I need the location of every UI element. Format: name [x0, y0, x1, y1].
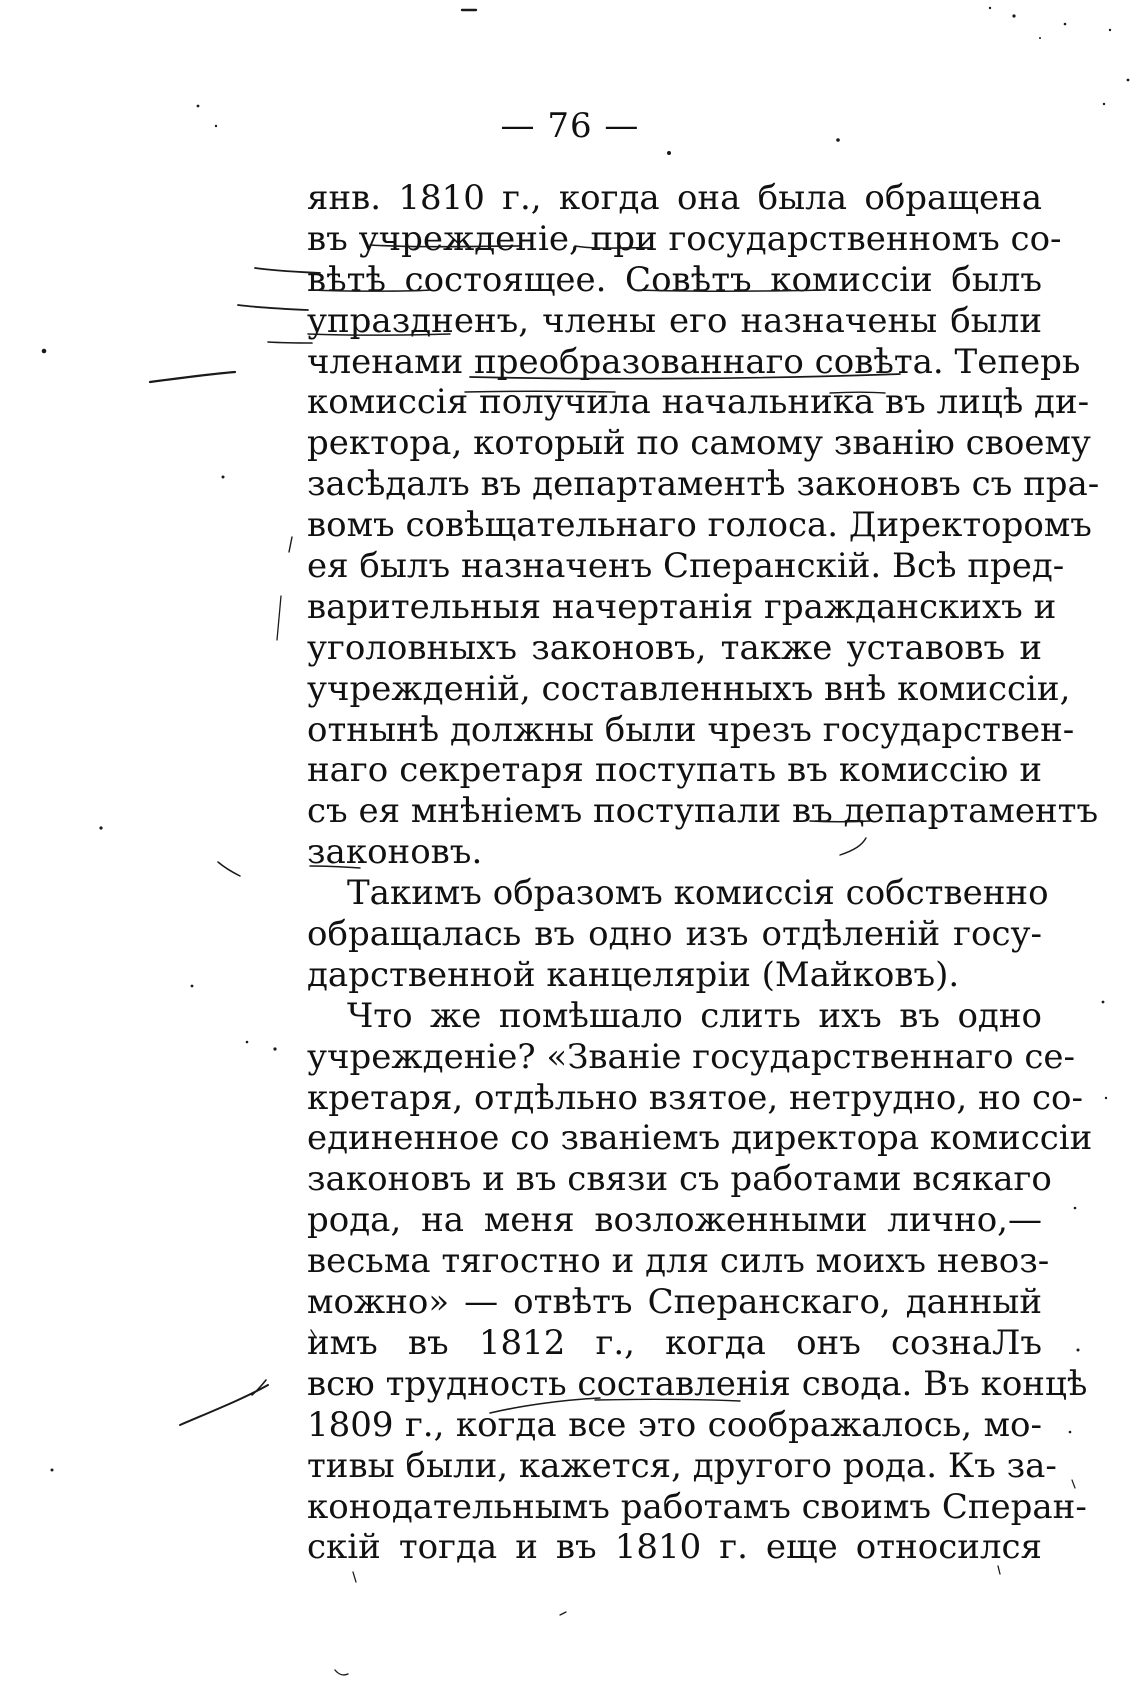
text-line: въ учрежденіе, при государственномъ со-	[307, 218, 1062, 259]
margin-stroke	[268, 342, 312, 343]
ink-speck	[1012, 14, 1015, 17]
text-line: членами преобразованнаго совѣта. Теперь	[307, 341, 1081, 382]
ink-speck	[273, 1047, 276, 1050]
text-line: наго секретаря поступать въ комиссію и	[307, 750, 1042, 791]
text-line: тивы были, кажется, другого рода. Къ за-	[307, 1445, 1057, 1486]
ink-speck	[1105, 1097, 1107, 1099]
text-line: имъ въ 1812 г., когда онъ сознаЛъ	[307, 1322, 1042, 1363]
body-text	[307, 178, 1100, 1568]
ink-speck	[1127, 79, 1130, 82]
ink-speck	[222, 476, 225, 479]
text-line: упраздненъ, члены его назначены были	[307, 300, 1042, 341]
text-line: вомъ совѣщательнаго голоса. Директоромъ	[307, 505, 1092, 546]
text-line: 1809 г., когда все это соображалось, мо-	[307, 1404, 1042, 1445]
text-line: Что же помѣшало слить ихъ въ одно	[347, 995, 1042, 1036]
text-line: учрежденій, составленныхъ внѣ комиссіи,	[307, 668, 1071, 709]
text-line: янв. 1810 г., когда она была обращена	[307, 178, 1042, 218]
ink-speck	[99, 826, 102, 829]
text-line: законовъ.	[307, 832, 483, 873]
text-line: комиссія получила начальника въ лицѣ ди-	[307, 382, 1090, 423]
margin-stroke	[335, 1670, 348, 1675]
ink-speck	[1074, 1207, 1077, 1210]
margin-stroke	[218, 862, 240, 876]
text-line: конодательнымъ работамъ своимъ Сперан-	[307, 1486, 1087, 1527]
text-line: варительныя начертанія гражданскихъ и	[307, 586, 1057, 627]
text-line: кретаря, отдѣльно взятое, нетрудно, но со-	[307, 1077, 1083, 1118]
margin-stroke	[150, 372, 235, 382]
text-line: единенное со званіемъ директора комиссіи	[307, 1118, 1093, 1159]
text-line: ея былъ назначенъ Сперанскій. Всѣ пред-	[307, 546, 1065, 587]
ink-speck	[989, 7, 991, 9]
ink-speck	[667, 151, 671, 155]
text-line: ректора, который по самому званію своему	[307, 423, 1091, 464]
ink-speck	[191, 985, 194, 988]
text-line: учрежденіе? «Званіе государственнаго се-	[307, 1036, 1076, 1077]
text-line: скій тогда и въ 1810 г. еще относился	[307, 1527, 1042, 1568]
text-line: уголовныхъ законовъ, также уставовъ и	[307, 627, 1042, 668]
margin-stroke	[180, 1385, 268, 1425]
page-number: — 76 —	[500, 106, 640, 146]
text-line: законовъ и въ связи съ работами всякаго	[307, 1159, 1052, 1200]
margin-stroke	[289, 537, 292, 552]
ink-speck	[1077, 1349, 1080, 1352]
text-line: весьма тягостно и для силъ моихъ невоз-	[307, 1241, 1050, 1282]
ink-speck	[42, 349, 47, 354]
margin-stroke	[277, 596, 281, 640]
text-line: обращалась въ одно изъ отдѣленій госу-	[307, 914, 1042, 955]
ink-speck	[246, 1041, 249, 1044]
ink-speck	[1109, 29, 1111, 31]
ink-speck	[1069, 1431, 1072, 1434]
text-line: рода, на меня возложенными лично,—	[307, 1200, 1042, 1241]
ink-speck	[51, 1469, 54, 1472]
text-line: можно» — отвѣтъ Сперанскаго, данный	[307, 1282, 1042, 1323]
margin-stroke	[252, 1380, 266, 1395]
margin-stroke	[238, 305, 308, 310]
text-line: Такимъ образомъ комиссія собственно	[347, 873, 1049, 914]
ink-speck	[1103, 103, 1105, 105]
text-line: съ ея мнѣніемъ поступали въ департаментъ	[307, 791, 1099, 832]
ink-speck	[1064, 23, 1067, 26]
margin-stroke	[353, 1572, 356, 1582]
text-line: засѣдалъ въ департаментѣ законовъ съ пра-	[307, 464, 1100, 505]
text-line: вѣтѣ состоящее. Совѣтъ комиссіи былъ	[307, 259, 1042, 300]
ink-speck	[1039, 37, 1041, 39]
text-line: всю трудность составленія свода. Въ концѣ	[307, 1363, 1088, 1404]
text-line: дарственной канцеляріи (Майковъ).	[307, 954, 960, 995]
ink-speck	[1102, 1001, 1105, 1004]
margin-stroke	[560, 1612, 566, 1615]
text-line: отнынѣ должны были чрезъ государствен-	[307, 709, 1075, 750]
